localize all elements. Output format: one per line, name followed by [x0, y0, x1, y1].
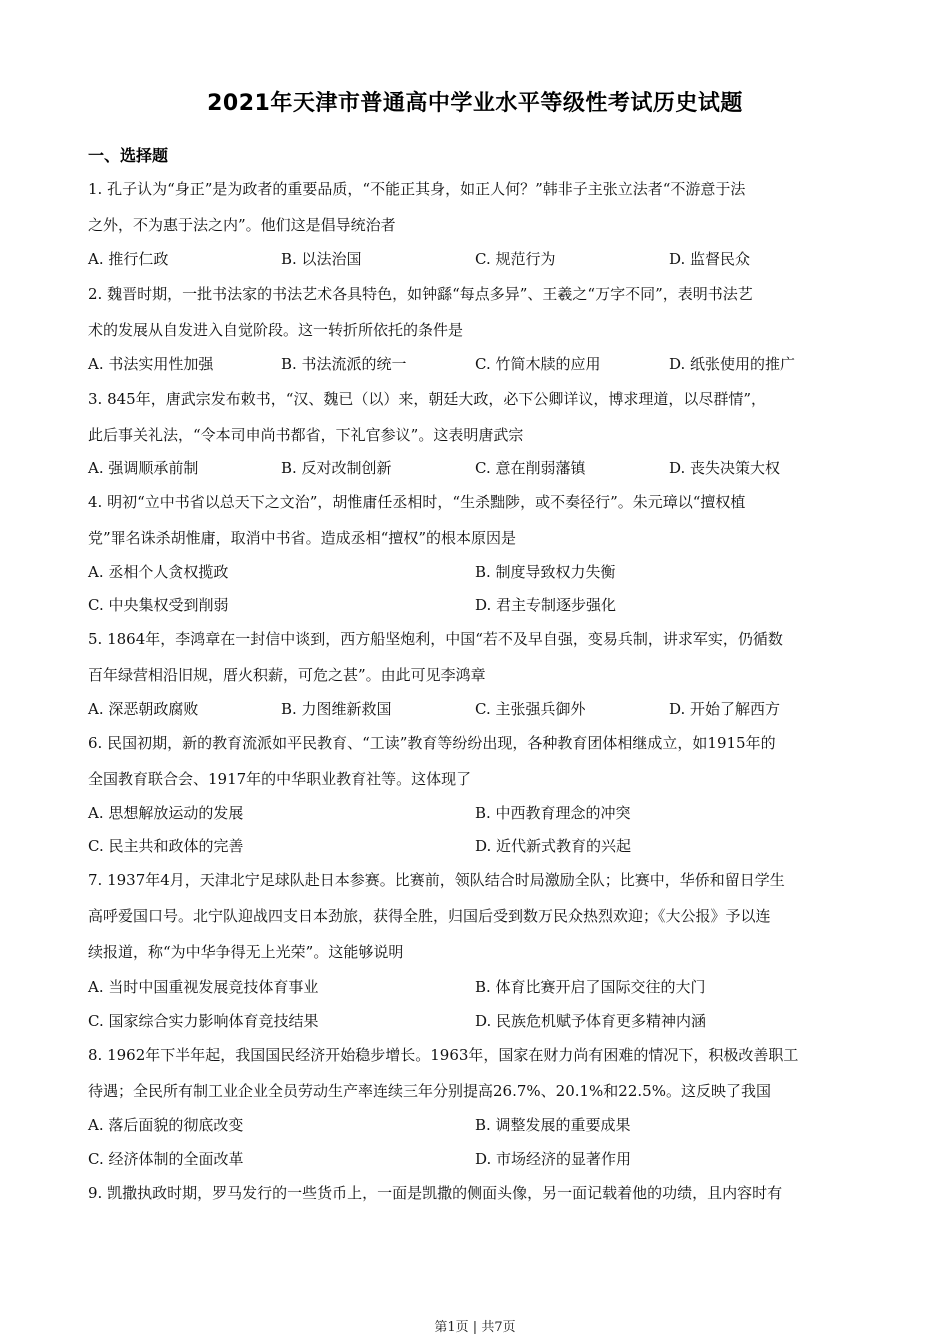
question-3-option-d: D. 丧失决策大权 [669, 459, 781, 477]
question-2-option-d: D. 纸张使用的推广 [669, 355, 796, 373]
question-5-option-d: D. 开始了解西方 [669, 700, 781, 718]
question-8-option-a: A. 落后面貌的彻底改变 [88, 1116, 244, 1134]
question-9-line-1: 9. 凯撒执政时期，罗马发行的一些货币上，一面是凯撒的侧面头像，另一面记载着他的功绩，且内容时有 [88, 1184, 783, 1202]
question-6-option-a: A. 思想解放运动的发展 [88, 804, 244, 822]
question-1-option-b: B. 以法治国 [281, 250, 362, 268]
question-3-line-2: 此后事关礼法，“令本司申尚书都省，下礼官参议”。这表明唐武宗 [88, 426, 524, 444]
question-1-option-a: A. 推行仁政 [88, 250, 169, 268]
question-2-option-a: A. 书法实用性加强 [88, 355, 214, 373]
question-1-line-2: 之外，不为惠于法之内”。他们这是倡导统治者 [88, 216, 396, 234]
question-2-option-b: B. 书法流派的统一 [281, 355, 407, 373]
question-6-line-1: 6. 民国初期，新的教育流派如平民教育、“工读”教育等纷纷出现，各种教育团体相继成立，如1915年的 [88, 734, 776, 752]
question-3-line-1: 3. 845年，唐武宗发布敕书，“汉、魏已（以）来，朝廷大政，必下公卿详议，博求理道，以尽群情”， [88, 390, 767, 408]
question-6-option-c: C. 民主共和政体的完善 [88, 837, 244, 855]
section-heading: 一、选择题 [88, 146, 169, 165]
question-8-option-d: D. 市场经济的显著作用 [475, 1150, 632, 1168]
question-4-option-b: B. 制度导致权力失衡 [475, 563, 616, 581]
page-title: 2021年天津市普通高中学业水平等级性考试历史试题 [207, 91, 743, 116]
question-7-option-a: A. 当时中国重视发展竞技体育事业 [88, 978, 319, 996]
question-8-option-b: B. 调整发展的重要成果 [475, 1116, 631, 1134]
question-6-option-d: D. 近代新式教育的兴起 [475, 837, 632, 855]
question-5-line-2: 百年绿营相沿旧规，厝火积薪，可危之甚”。由此可见李鸿章 [88, 666, 486, 684]
question-5-option-b: B. 力图维新救国 [281, 700, 392, 718]
question-4-option-c: C. 中央集权受到削弱 [88, 596, 229, 614]
question-7-line-3: 续报道，称“为中华争得无上光荣”。这能够说明 [88, 943, 404, 961]
question-8-line-2: 待遇；全民所有制工业企业全员劳动生产率连续三年分别提高26.7%、20.1%和22.5%。这反映了我国 [88, 1082, 771, 1100]
question-3-option-c: C. 意在削弱藩镇 [475, 459, 586, 477]
question-3-option-b: B. 反对改制创新 [281, 459, 392, 477]
question-4-line-2: 党”罪名诛杀胡惟庸，取消中书省。造成丞相“擅权”的根本原因是 [88, 529, 517, 547]
question-7-option-b: B. 体育比赛开启了国际交往的大门 [475, 978, 706, 996]
question-4-option-d: D. 君主专制逐步强化 [475, 596, 617, 614]
question-7-option-d: D. 民族危机赋予体育更多精神内涵 [475, 1012, 707, 1030]
question-7-line-1: 7. 1937年4月，天津北宁足球队赴日本参赛。比赛前，领队结合时局激励全队；比赛中，华侨和留日学生 [88, 871, 785, 889]
question-5-line-1: 5. 1864年，李鸿章在一封信中谈到，西方船坚炮利，中国“若不及早自强，变易兵制，讲求军实，仍循数 [88, 630, 783, 648]
question-1-option-c: C. 规范行为 [475, 250, 556, 268]
question-5-option-a: A. 深恶朝政腐败 [88, 700, 199, 718]
question-2-line-1: 2. 魏晋时期，一批书法家的书法艺术各具特色，如钟繇“每点多异”、王羲之“万字不同”，表明书法艺 [88, 285, 753, 303]
question-4-option-a: A. 丞相个人贪权揽政 [88, 563, 229, 581]
question-5-option-c: C. 主张强兵御外 [475, 700, 586, 718]
question-2-option-c: C. 竹简木牍的应用 [475, 355, 601, 373]
question-3-option-a: A. 强调顺承前制 [88, 459, 199, 477]
question-8-option-c: C. 经济体制的全面改革 [88, 1150, 244, 1168]
question-1-option-d: D. 监督民众 [669, 250, 751, 268]
question-7-line-2: 高呼爱国口号。北宁队迎战四支日本劲旅，获得全胜，归国后受到数万民众热烈欢迎；《大公报》予以连 [88, 907, 771, 925]
question-2-line-2: 术的发展从自发进入自觉阶段。这一转折所依托的条件是 [88, 321, 464, 339]
page-footer: 第1页 | 共7页 [434, 1320, 516, 1335]
question-6-option-b: B. 中西教育理念的冲突 [475, 804, 631, 822]
question-6-line-2: 全国教育联合会、1917年的中华职业教育社等。这体现了 [88, 770, 472, 788]
question-7-option-c: C. 国家综合实力影响体育竞技结果 [88, 1012, 319, 1030]
question-8-line-1: 8. 1962年下半年起，我国国民经济开始稳步增长。1963年，国家在财力尚有困难的情况下，积极改善职工 [88, 1046, 799, 1064]
question-4-line-1: 4. 明初“立中书省以总天下之文治”，胡惟庸任丞相时，“生杀黜陟，或不奏径行”。朱元璋以“擅权植 [88, 493, 746, 511]
question-1-line-1: 1. 孔子认为“身正”是为政者的重要品质，“不能正其身，如正人何？”韩非子主张立法者“不游意于法 [88, 180, 746, 198]
